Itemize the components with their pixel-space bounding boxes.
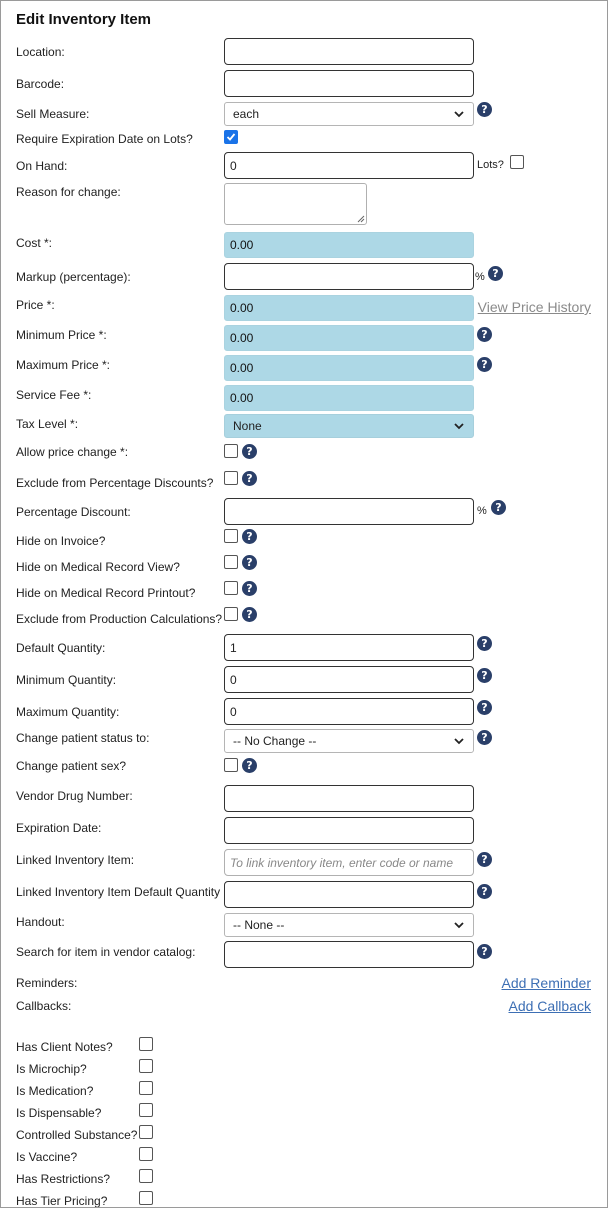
linked-item-input[interactable]: [224, 849, 474, 876]
vendor-search-input[interactable]: [224, 941, 474, 968]
help-icon[interactable]: ?: [477, 636, 492, 651]
vaccine-checkbox[interactable]: [139, 1147, 153, 1161]
microchip-checkbox[interactable]: [139, 1059, 153, 1073]
hide-mr-view-checkbox[interactable]: [224, 555, 238, 569]
barcode-input[interactable]: [224, 70, 474, 97]
sell-measure-value: each: [233, 107, 260, 121]
medication-checkbox[interactable]: [139, 1081, 153, 1095]
default-qty-label: Default Quantity:: [16, 641, 106, 655]
pct-discount-unit: %: [477, 505, 487, 517]
allow-price-change-checkbox[interactable]: [224, 444, 238, 458]
vendor-drug-input[interactable]: [224, 785, 474, 812]
service-fee-label: Service Fee *:: [16, 388, 92, 402]
expiration-input[interactable]: [224, 817, 474, 844]
handout-value: -- None --: [233, 918, 285, 932]
pct-discount-input[interactable]: [224, 498, 474, 525]
linked-item-placeholder: To link inventory item, enter code or name: [230, 855, 454, 870]
service-fee-field: [224, 385, 474, 411]
default-qty-input[interactable]: [224, 634, 474, 661]
help-icon[interactable]: ?: [477, 852, 492, 867]
help-icon[interactable]: ?: [242, 529, 257, 544]
flag-label: Is Medication?: [16, 1084, 94, 1098]
chevron-down-icon: [453, 420, 465, 432]
lots-label: Lots?: [477, 159, 504, 171]
min-qty-input[interactable]: [224, 666, 474, 693]
vendor-search-label: Search for item in vendor catalog:: [16, 945, 196, 959]
pct-discount-label: Percentage Discount:: [16, 505, 131, 519]
linked-item-label: Linked Inventory Item:: [16, 853, 135, 867]
help-icon[interactable]: ?: [477, 102, 492, 117]
hide-mr-print-checkbox[interactable]: [224, 581, 238, 595]
price-field: [224, 295, 474, 321]
patient-status-label: Change patient status to:: [16, 731, 150, 745]
help-icon[interactable]: ?: [477, 700, 492, 715]
markup-input[interactable]: [224, 263, 474, 290]
add-reminder-link[interactable]: Add Reminder: [501, 975, 591, 991]
patient-sex-checkbox[interactable]: [224, 758, 238, 772]
markup-label: Markup (percentage):: [16, 270, 131, 284]
location-label: Location:: [16, 45, 65, 59]
help-icon[interactable]: ?: [477, 730, 492, 745]
tax-level-select[interactable]: [224, 414, 474, 438]
help-icon[interactable]: ?: [477, 668, 492, 683]
controlled-substance-checkbox[interactable]: [139, 1125, 153, 1139]
exclude-production-checkbox[interactable]: [224, 607, 238, 621]
hide-invoice-label: Hide on Invoice?: [16, 534, 106, 548]
help-icon[interactable]: ?: [477, 944, 492, 959]
price-label: Price *:: [16, 298, 55, 312]
chevron-down-icon: [453, 919, 465, 931]
cost-field: [224, 232, 474, 258]
reminders-label: Reminders:: [16, 976, 78, 990]
handout-label: Handout:: [16, 915, 65, 929]
allow-price-change-label: Allow price change *:: [16, 445, 129, 459]
hide-invoice-checkbox[interactable]: [224, 529, 238, 543]
client-notes-checkbox[interactable]: [139, 1037, 153, 1051]
flag-label: Is Dispensable?: [16, 1106, 102, 1120]
reason-label: Reason for change:: [16, 185, 121, 199]
tax-level-value: None: [233, 419, 262, 433]
help-icon[interactable]: ?: [242, 758, 257, 773]
add-callback-link[interactable]: Add Callback: [508, 998, 591, 1014]
help-icon[interactable]: ?: [491, 500, 506, 515]
flag-label: Has Client Notes?: [16, 1040, 113, 1054]
chevron-down-icon: [453, 108, 465, 120]
resize-grip-icon[interactable]: [356, 214, 365, 223]
expiration-label: Expiration Date:: [16, 821, 102, 835]
patient-status-select[interactable]: [224, 729, 474, 753]
help-icon[interactable]: ?: [242, 581, 257, 596]
page-title: Edit Inventory Item: [16, 11, 152, 28]
help-icon[interactable]: ?: [488, 266, 503, 281]
help-icon[interactable]: ?: [477, 357, 492, 372]
help-icon[interactable]: ?: [242, 444, 257, 459]
patient-sex-label: Change patient sex?: [16, 759, 127, 773]
vendor-drug-label: Vendor Drug Number:: [16, 789, 133, 803]
flag-label: Is Microchip?: [16, 1062, 87, 1076]
sell-measure-label: Sell Measure:: [16, 107, 90, 121]
max-qty-input[interactable]: [224, 698, 474, 725]
help-icon[interactable]: ?: [242, 607, 257, 622]
patient-status-value: -- No Change --: [233, 734, 317, 748]
help-icon[interactable]: ?: [242, 555, 257, 570]
hide-mr-view-label: Hide on Medical Record View?: [16, 560, 180, 574]
dispensable-checkbox[interactable]: [139, 1103, 153, 1117]
on-hand-input[interactable]: [224, 152, 474, 179]
markup-unit: %: [475, 271, 485, 283]
min-price-field: [224, 325, 474, 351]
flag-label: Has Tier Pricing?: [16, 1194, 108, 1208]
flag-label: Has Restrictions?: [16, 1172, 111, 1186]
max-price-field: [224, 355, 474, 381]
linked-qty-input[interactable]: [224, 881, 474, 908]
max-qty-label: Maximum Quantity:: [16, 705, 120, 719]
linked-qty-label: Linked Inventory Item Default Quantity: [16, 885, 221, 899]
tax-level-label: Tax Level *:: [16, 417, 79, 431]
min-price-label: Minimum Price *:: [16, 328, 107, 342]
reason-textarea[interactable]: [224, 183, 367, 225]
handout-select[interactable]: [224, 913, 474, 937]
require-expiration-label: Require Expiration Date on Lots?: [16, 132, 193, 146]
on-hand-label: On Hand:: [16, 159, 68, 173]
flag-label: Is Vaccine?: [16, 1150, 78, 1164]
help-icon[interactable]: ?: [477, 884, 492, 899]
exclude-pct-discounts-checkbox[interactable]: [224, 471, 238, 485]
callbacks-label: Callbacks:: [16, 999, 72, 1013]
require-expiration-checkbox[interactable]: [224, 130, 238, 144]
help-icon[interactable]: ?: [242, 471, 257, 486]
sell-measure-select[interactable]: [224, 102, 474, 126]
cost-label: Cost *:: [16, 236, 53, 250]
help-icon[interactable]: ?: [477, 327, 492, 342]
lots-checkbox[interactable]: [510, 155, 524, 169]
checkmark-icon: [226, 132, 236, 142]
exclude-production-label: Exclude from Production Calculations?: [16, 612, 223, 626]
location-input[interactable]: [224, 38, 474, 65]
chevron-down-icon: [453, 735, 465, 747]
max-price-label: Maximum Price *:: [16, 358, 111, 372]
hide-mr-print-label: Hide on Medical Record Printout?: [16, 586, 196, 600]
min-qty-label: Minimum Quantity:: [16, 673, 117, 687]
barcode-label: Barcode:: [16, 77, 65, 91]
tier-pricing-checkbox[interactable]: [139, 1191, 153, 1205]
view-price-history-link[interactable]: View Price History: [477, 299, 591, 315]
restrictions-checkbox[interactable]: [139, 1169, 153, 1183]
exclude-pct-discounts-label: Exclude from Percentage Discounts?: [16, 476, 214, 490]
flag-label: Controlled Substance?: [16, 1128, 138, 1142]
